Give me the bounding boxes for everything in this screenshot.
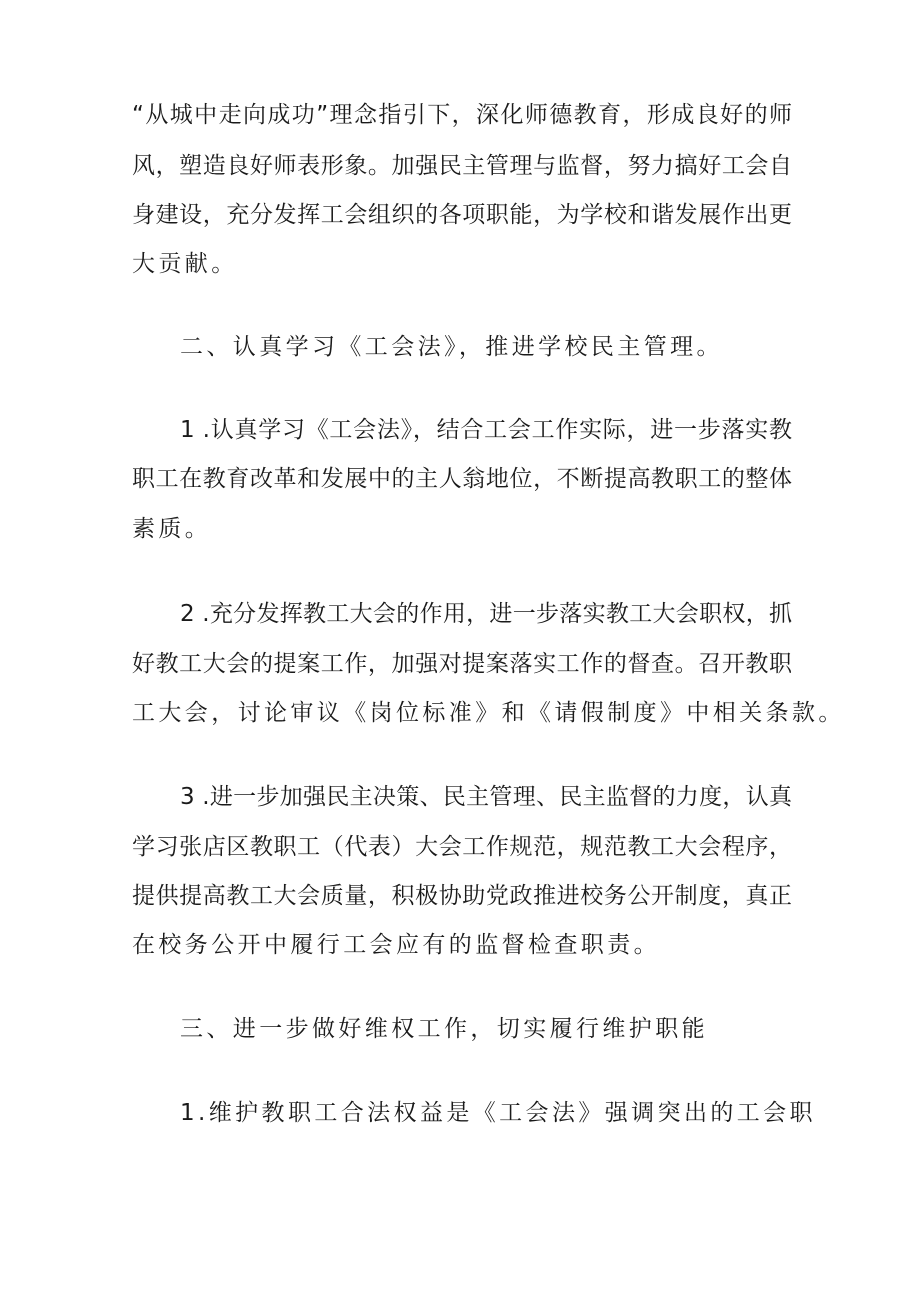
item-2-1-line-3: 素质。	[132, 516, 212, 542]
paragraph-intro-line-4: 大贡献。	[132, 251, 238, 277]
item-2-1-line-2: 职工在教育改革和发展中的主人翁地位，不断提高教职工的整体	[132, 466, 792, 492]
paragraph-intro-line-1: “从城中走向成功”理念指引下，深化师德教育，形成良好的师	[132, 102, 792, 128]
section-heading-3: 三、进一步做好维权工作，切实履行维护职能	[180, 1016, 708, 1042]
item-2-2-line-2: 好教工大会的提案工作，加强对提案落实工作的督查。召开教职	[132, 651, 792, 677]
paragraph-intro-line-2: 风，塑造良好师表形象。加强民主管理与监督，努力搞好工会自	[132, 153, 792, 179]
item-2-3-line-4: 在校务公开中履行工会应有的监督检查职责。	[132, 932, 660, 958]
paragraph-intro-line-3: 身建设，充分发挥工会组织的各项职能，为学校和谐发展作出更	[132, 202, 792, 228]
item-3-1-line-1: 1.维护教职工合法权益是《工会法》强调突出的工会职	[180, 1100, 816, 1126]
item-2-1-line-1: 1 .认真学习《工会法》，结合工会工作实际，进一步落实教	[180, 417, 792, 443]
item-2-2-line-1: 2 .充分发挥教工大会的作用，进一步落实教工大会职权，抓	[180, 601, 792, 627]
item-2-3-line-2: 学习张店区教职工（代表）大会工作规范，规范教工大会程序，	[132, 834, 792, 860]
item-2-2-line-3: 工大会，讨论审议《岗位标准》和《请假制度》中相关条款。	[132, 700, 845, 726]
item-2-3-line-3: 提供提高教工大会质量，积极协助党政推进校务公开制度，真正	[132, 883, 792, 909]
item-2-3-line-1: 3 .进一步加强民主决策、民主管理、民主监督的力度，认真	[180, 784, 792, 810]
section-heading-2: 二、认真学习《工会法》，推进学校民主管理。	[180, 334, 723, 360]
